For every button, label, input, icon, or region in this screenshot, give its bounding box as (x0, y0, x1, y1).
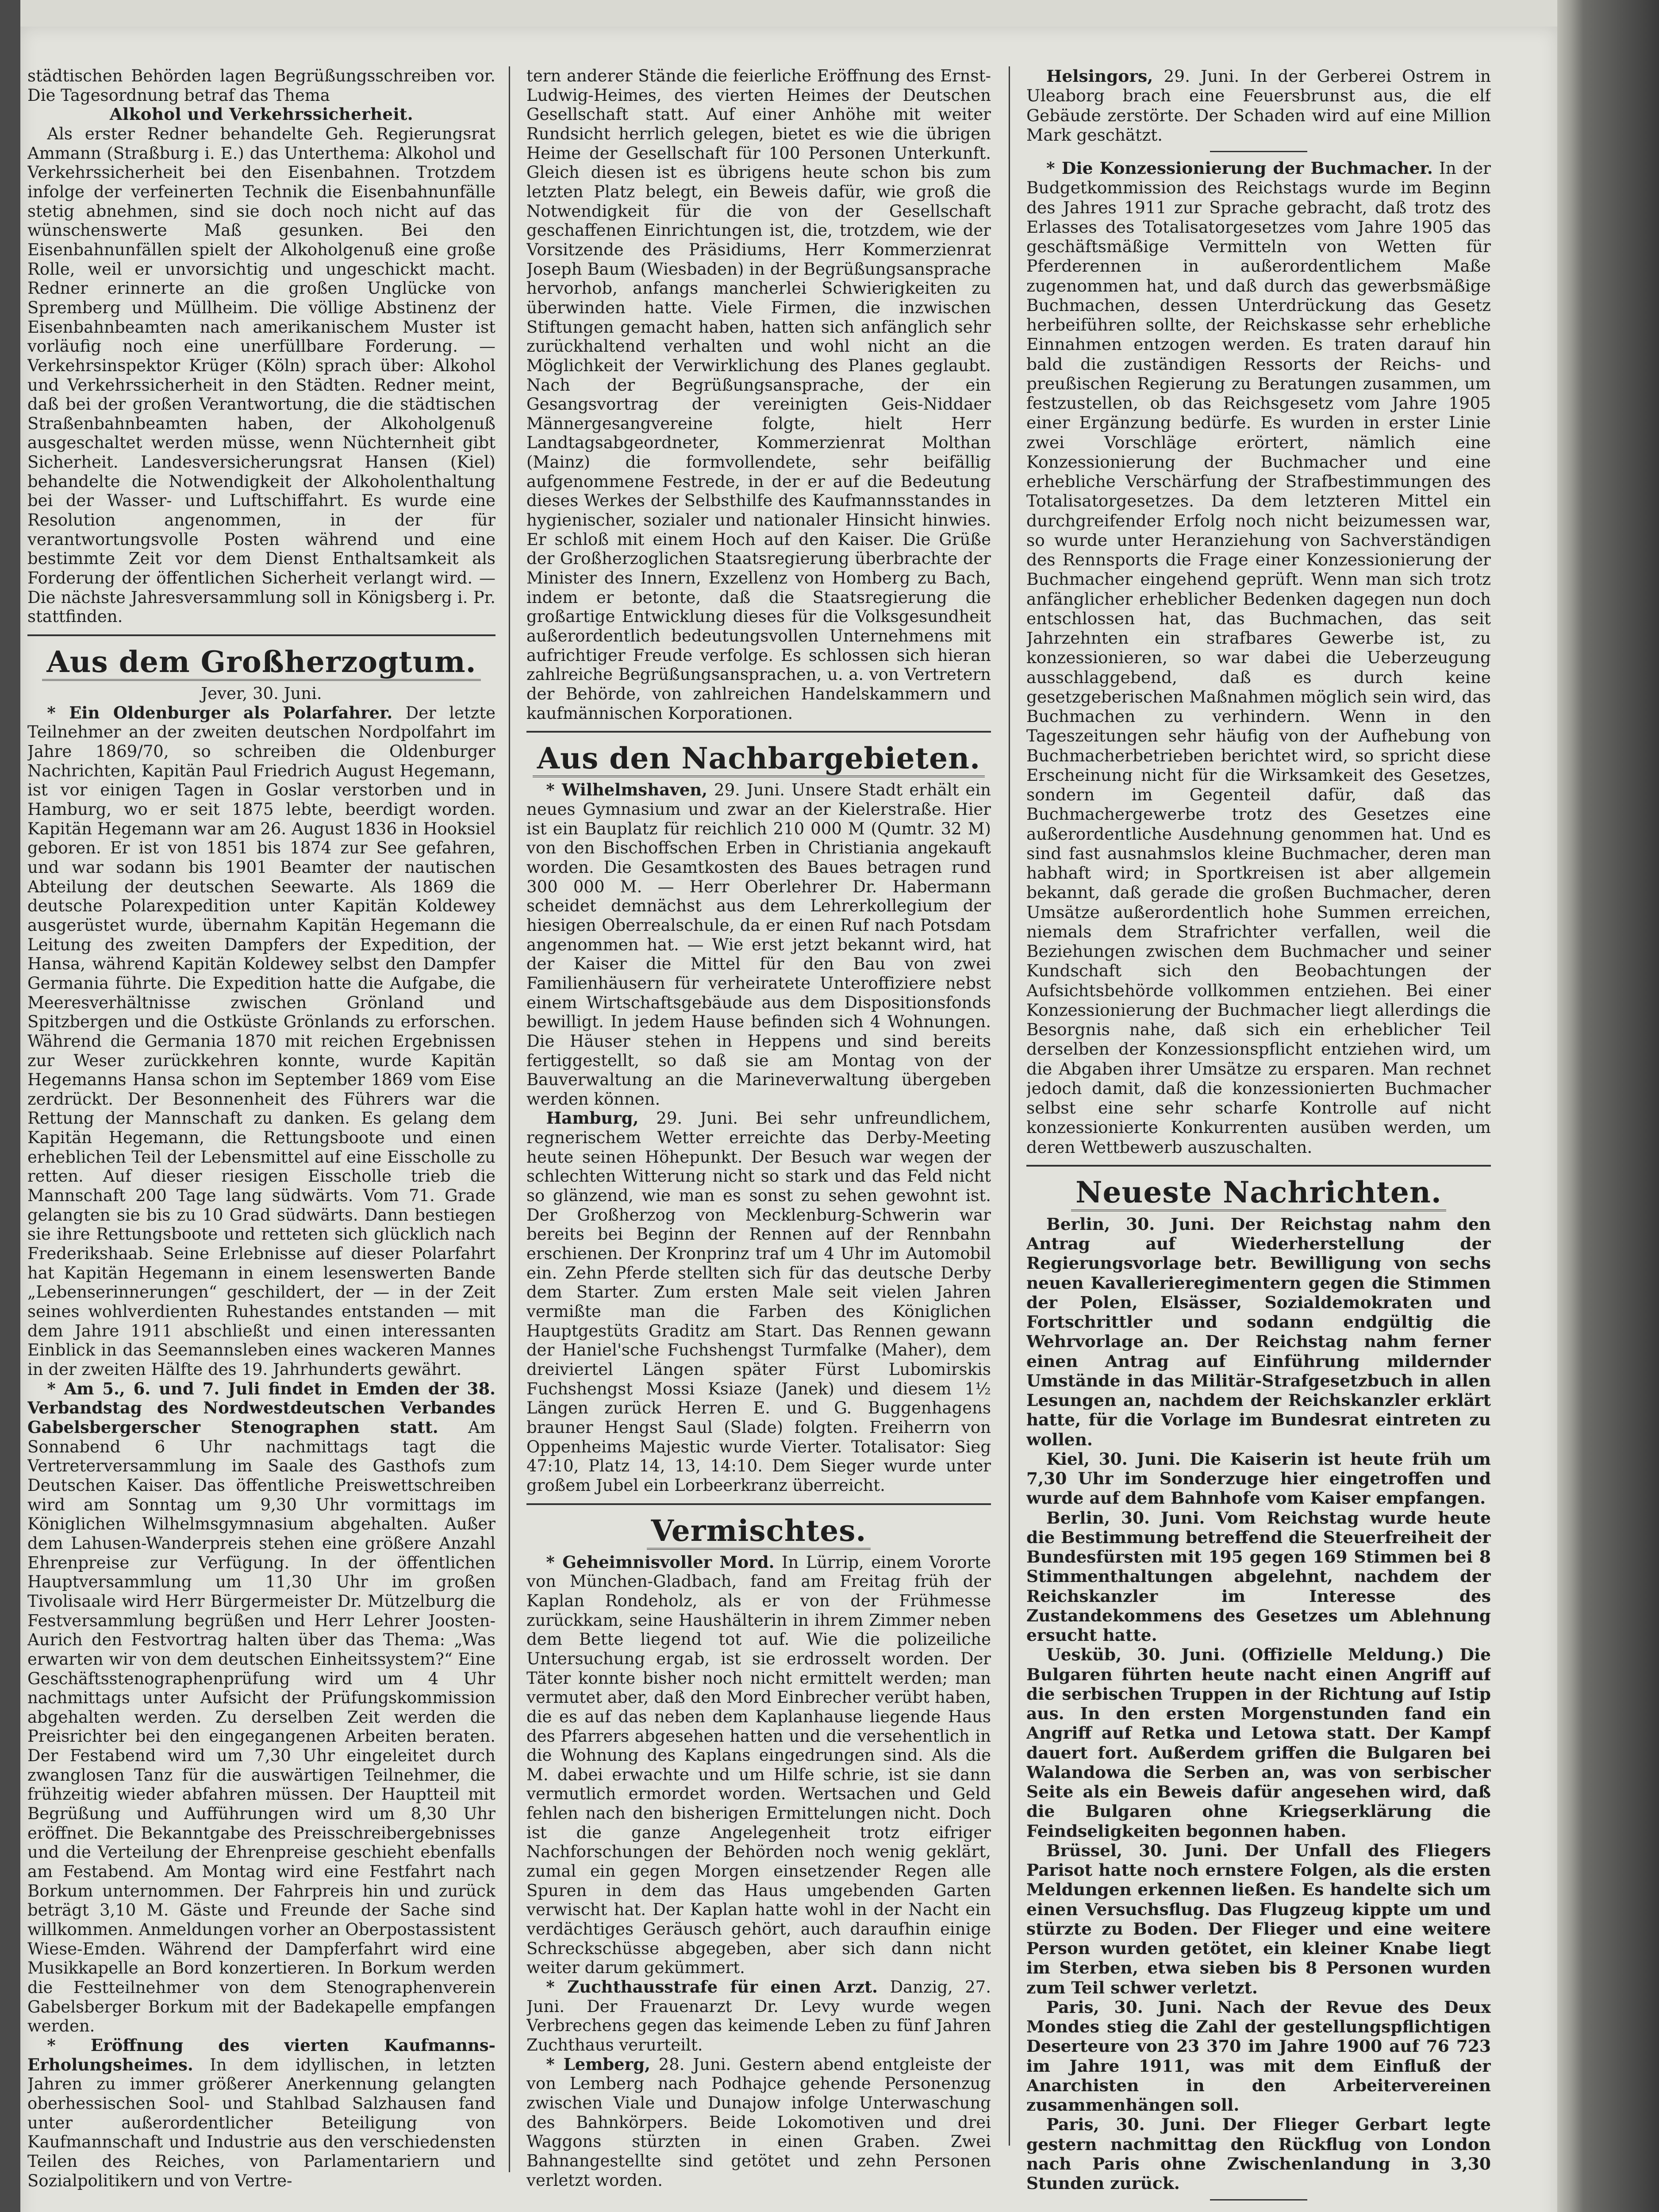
article-body: 29. Juni. Unsere Stadt erhält ein neues Gymnasium und zwar an der Kielerstraße. Hier ist ein Bauplatz für reichlich 210 000 M (Qumtr. 32 M) von den Bischoffschen Erben in Christiania angekauft worden. Die Gesamtkosten des Baues betragen rund 300 000 M. — Herr Oberlehrer Dr. Habermann scheidet demnächst aus dem Lehrerkollegium der hiesigen Oberrealschule, da er einen Ruf nach Potsdam angenommen hat. — Wie erst jetzt bekannt wird, hat der Kaiser die Mittel für den Bau von zwei Familienhäusern für verheiratete Unteroffiziere nebst einem Wirtschaftsgebäude aus dem Dispositionsfonds bewilligt. In jedem Hause befinden sich 4 Wohnungen. Die Häuser stehen in Heppens und sind bereits fertiggestellt, so daß sie am Montag von der Bauverwaltung an die Marineverwaltung übergeben werden können. (526, 780, 991, 1109)
article-lead: Kiel, 30. Juni. (1046, 1449, 1181, 1469)
section-heading (1026, 1175, 1491, 1210)
article-paragraph (526, 66, 991, 723)
article-lead: Hamburg, (546, 1108, 639, 1128)
right-page-edge (1557, 0, 1659, 2212)
article-body: Als erster Redner behandelte Geh. Regierungsrat Ammann (Straßburg i. E.) das Unterthema: Alkohol und Verkehrssicherheit bei den Eisenbahnen. Trotzdem infolge der verfeinerten Technik die Eisenbahnunfälle stetig abnehmen, sind sie doch noch nicht auf das wünschenswerte Maß gesunken. Bei den Eisenbahnunfällen spielt der Alkoholgenuß eine große Rolle, weil er unvorsichtig und ungeschickt macht. Redner erinnerte an die großen Unglücke von Spremberg und Müllheim. Die völlige Abstinenz der Eisenbahnbeamten nach amerikanischem Muster ist vorläufig noch eine unerfüllbare Forderung. — Verkehrsinspektor Krüger (Köln) sprach über: Alkohol und Verkehrssicherheit in den Städten. Redner meint, daß bei der großen Verantwortung, die die städtischen Straßenbahnbeamten haben, der Alkoholgenuß ausgeschaltet werden müsse, wenn Nüchternheit gibt Sicherheit. Landesversicherungsrat Hansen (Kiel) behandelte die Notwendigkeit der Alkoholenthaltung bei der Wasser- und Luftschiffahrt. Es wurde eine Resolution angenommen, in der für verantwortungsvolle Posten während und eine bestimmte Zeit vor dem Dienst Enthaltsamkeit als Forderung der öffentlichen Sicherheit verlangt wird. — Die nächste Jahresversammlung soll in Königsberg i. Pr. stattfinden. (27, 124, 495, 626)
article-lead: * Am 5., 6. und 7. Juli findet in Emden der 38. Verbandstag des Nordwestdeutschen Verbandes Gabelsbergerscher Stenographen statt. (27, 1379, 495, 1437)
article-paragraph (526, 1109, 991, 1495)
news-item (1026, 1997, 1491, 2115)
column-divider (509, 66, 510, 2172)
article-body: 29. Juni. Bei sehr unfreundlichem, regnerischem Wetter erreichte das Derby-Meeting heute seinen Höhepunkt. Der Besuch war wegen der schlechten Witterung nicht so stark und das Feld nicht so glänzend, wie man es sonst zu sehen gewohnt ist. Der Großherzog von Mecklenburg-Schwerin war bereits bei Beginn der Rennen auf der Rennbahn erschienen. Der Kronprinz traf um 4 Uhr im Automobil ein. Zehn Pferde stellten sich für das deutsche Derby dem Starter. Zum ersten Male seit vielen Jahren vermißte man die Farben des Königlichen Hauptgestüts Graditz am Start. Das Rennen gewann der Haniel'sche Fuchshengst Turmfalke (Maher), dem dreiviertel Längen später Fürst Lubomirskis Fuchshengst Mossi Ksiaze (Janek) und diesem 1½ Längen zurück Herren E. und G. Buggenhagens brauner Hengst Saul (Slade) folgten. Freiherrn von Oppenheims Majestic wurde Vierter. Totalisator: Sieg 47:10, Platz 14, 13, 14:10. Dem Sieger wurde unter großem Jubel ein Lorbeerkranz überreicht. (526, 1109, 991, 1495)
article-paragraph (1026, 158, 1491, 1157)
article-paragraph (27, 703, 495, 1379)
article-lead: * Wilhelmshaven, (546, 780, 708, 800)
news-item (1026, 1645, 1491, 1841)
news-item (1026, 2115, 1491, 2193)
subheading: Alkohol und Verkehrssicherheit. (109, 104, 414, 124)
article-body: Am Sonnabend 6 Uhr nachmittags tagt die Vertreterversammlung im Saale des Gasthofs zum Deutschen Kaiser. Das öffentliche Preiswettschreiben wird am Sonntag um 9,30 Uhr vormittags im Königlichen Wilhelmsgymnasium abgehalten. Außer dem Lahusen-Wanderpreis stehen eine größere Anzahl Ehrenpreise zur Verfügung. In der öffentlichen Hauptversammlung um 11,30 Uhr im großen Tivolisaale wird Herr Bürgermeister Dr. Mützelburg die Festversammlung begrüßen und Herr Lehrer Joosten-Aurich den Festvortrag halten über das Thema: „Was erwarten wir von dem deutschen Einheitssystem?“ Eine Geschäftsstenographenprüfung wird um 4 Uhr nachmittags unter Aufsicht der Prüfungskommission abgehalten werden. Zu derselben Zeit werden die Preisrichter bei den eingegangenen Arbeiten beraten. Der Festabend wird um 7,30 Uhr eingeleitet durch zwanglosen Tanz für die auswärtigen Teilnehmer, die frühzeitig wieder abfahren müssen. Der Hauptteil mit Begrüßung und Aufführungen wird um 8,30 Uhr eröffnet. Die Bekanntgabe des Preisschreibergebnisses und die Verteilung der Ehrenpreise geschieht ebenfalls am Festabend. Am Montag wird eine Festfahrt nach Borkum unternommen. Der Fahrpreis hin und zurück beträgt 3,10 M. Gäste und Freunde der Sache sind willkommen. Anmeldungen vorher an Oberpostassistent Wiese-Emden. Während der Dampferfahrt wird eine Musikkapelle an Bord konzertieren. In Borkum werden die Festteilnehmer von dem Stenographenverein Gabelsberger Borkum mit der Badekapelle empfangen werden. (27, 1417, 495, 2036)
article-lead: Helsingors, (1046, 66, 1153, 86)
article-body: In der Budgetkommission des Reichstags wurde im Beginn des Jahres 1911 zur Sprache gebracht, daß trotz des Erlasses des Totalisatorgesetzes vom Jahre 1905 das geschäftsmäßige Vermitteln von Wetten für Pferderennen in außerordentlichem Maße zugenommen hat, und daß durch das gewerbsmäßige Buchmachen, dessen Unterdrückung das Gesetz herbeiführen sollte, der Reichskasse sehr erhebliche Einnahmen entzogen werden. Es traten darauf hin bald die zuständigen Ressorts der Reichs- und preußischen Regierung zu Beratungen zusammen, um festzustellen, ob das Reichsgesetz vom Jahre 1905 einer Ergänzung bedürfe. Es wurden in erster Linie zwei Vorschläge erörtert, nämlich eine Konzessionierung der Buchmacher und eine erhebliche Verschärfung der Strafbestimmungen des Totalisatorgesetzes. Da dem letzteren Mittel ein durchgreifender Erfolg noch nicht beizumessen war, so wurde unter Heranziehung von Sachverständigen des Rennsports die Frage einer Konzessionierung der Buchmacher eingehend geprüft. Wenn man sich trotz anfänglicher erheblicher Bedenken dagegen nun doch entschlossen hat, das Buchmachen, das seit Jahrzehnten ein strafbares Gewerbe ist, zu konzessionieren, so war dabei die Ueberzeugung ausschlaggebend, daß es durch keine gesetzgeberischen Maßnahmen möglich sein wird, das Buchmachen zu verhindern. Wenn in den Tageszeitungen sehr häufig von der Aufhebung von Buchmacherbetrieben berichtet wird, so spricht diese Erscheinung nicht für die Wirksamkeit des Gesetzes, sondern im Gegenteil dafür, daß das Buchmachergewerbe trotz des Gesetzes eine außerordentliche Ausdehnung genommen hat. Und es sind fast ausnahmslos kleine Buchmacher, deren man habhaft wird; in Sportkreisen ist aber allgemein bekannt, daß gerade die großen Buchmacher, deren Umsätze außerordentlich hohe Summen erreichen, niemals dem Strafrichter verfallen, weil die Beziehungen zwischen dem Buchmacher und seiner Kundschaft sich den Beobachtungen der Aufsichtsbehörde vollkommen entziehen. Bei einer Konzessionierung der Buchmacher liegt allerdings die Besorgnis nahe, daß sich ein erheblicher Teil derselben der Konzessionspflicht entziehen wird, um die Abgaben ihrer Umsätze zu ersparen. Man rechnet jedoch damit, daß die konzessionierten Buchmacher selbst eine sehr scharfe Kontrolle auf nicht konzessionierte Konkurrenten ausüben werden, um deren Wettbewerb auszuschalten. (1026, 158, 1491, 1157)
article-paragraph (1026, 66, 1491, 145)
article-body: städtischen Behörden lagen Begrüßungsschreiben vor. Die Tagesordnung betraf das Thema (27, 66, 495, 105)
article-paragraph (27, 1379, 495, 2036)
article-lead: Paris, 30. Juni. (1046, 1997, 1202, 2017)
news-item (1026, 1508, 1491, 1645)
article-body: Der Flieger Gerbart legte gestern nachmittag den Rückflug von London nach Paris ohne Zwischenlandung in 3,30 Stunden zurück. (1026, 2115, 1491, 2193)
section-heading-text: Aus den Nachbargebieten. (533, 741, 985, 777)
column-3 (1026, 66, 1491, 2212)
short-rule (1210, 2199, 1307, 2200)
article-paragraph (27, 2036, 495, 2190)
left-page-edge (0, 0, 20, 2212)
article-lead: * Geheimnisvoller Mord. (546, 1552, 775, 1572)
section-rule (1026, 1165, 1491, 1167)
article-paragraph (526, 1553, 991, 1978)
section-heading-text: Vermischtes. (647, 1513, 871, 1550)
article-paragraph (27, 66, 495, 105)
article-body: 29. Juni. In der Gerberei Ostrem in Uleaborg brach eine Feuersbrunst aus, die elf Gebäude zerstörte. Der Schaden wird auf eine Million Mark geschätzt. (1026, 66, 1491, 145)
article-body: (Offizielle Meldung.) Die Bulgaren führten heute nacht einen Angriff auf die serbischen Truppen in der Richtung auf Istip aus. In den ersten Morgenstunden fand ein Angriff auf Retka und Letowa statt. Der Kampf dauert fort. Außerdem griffen die Bulgaren bei Walandowa die Serben an, was von serbischer Seite als ein Beweis dafür angesehen wird, daß die Bulgaren ohne Kriegserklärung die Feindseligkeiten begonnen haben. (1026, 1645, 1491, 1841)
article-lead: * Zuchthausstrafe für einen Arzt. (546, 1977, 878, 1997)
article-lead: Paris, 30. Juni. (1046, 2115, 1206, 2135)
article-paragraph (526, 1978, 991, 2055)
section-heading (526, 1513, 991, 1548)
column-divider (1009, 66, 1010, 2146)
dateline: Jever, 30. Juni. (201, 684, 322, 703)
news-item (1026, 1449, 1491, 1508)
article-body: Nach der Revue des Deux Mondes stieg die Zahl der gestellungspflichtigen Deserteure von 23 370 im Jahre 1900 auf 76 723 im Jahre 1911, was mit dem Einfluß der Anarchisten in den Arbeitervereinen zusammenhängen soll. (1026, 1997, 1491, 2115)
section-heading (526, 741, 991, 776)
article-lead: Brüssel, 30. Juni. (1046, 1840, 1228, 1860)
section-heading-text: Neueste Nachrichten. (1071, 1175, 1446, 1211)
article-lead: Uesküb, 30. Juni. (1046, 1645, 1225, 1665)
article-body: Der Unfall des Fliegers Parisot hatte noch ernstere Folgen, als die ersten Meldungen erkennen ließen. Es handelte sich um einen Versuchsflug. Das Flugzeug kippte um und stürzte zu Boden. Der Flieger und eine weitere Person wurden getötet, ein kleiner Knabe liegt im Sterben, etwa sieben bis 8 Personen wurden zum Teil schwer verletzt. (1026, 1840, 1491, 1997)
section-rule (526, 731, 991, 733)
article-lead: * Die Konzessionierung der Buchmacher. (1046, 158, 1433, 178)
article-body: In Lürrip, einem Vororte von München-Gladbach, fand am Freitag früh der Kaplan Rondeholz, als er von der Frühmesse zurückkam, seine Haushälterin in ihrem Zimmer neben dem Bette liegend tot auf. Wie die polizeiliche Untersuchung ergab, ist sie erdrosselt worden. Der Täter konnte bisher noch nicht ermittelt werden; man vermutet aber, daß den Mord Einbrecher verübt haben, die es auf das neben dem Kaplanhause liegende Haus des Pfarrers abgesehen hatten und die versehentlich in die Wohnung des Kaplans eingedrungen sind. Als die M. dabei erwachte und um Hilfe schrie, ist sie dann vermutlich ermordet worden. Wertsachen und Geld fehlen nach den bisherigen Ermittelungen nicht. Doch ist die ganze Angelegenheit trotz eifriger Nachforschungen der Behörden noch wenig geklärt, zumal ein gegen Morgen einsetzender Regen alle Spuren in dem das Haus umgebenden Garten verwischt hat. Der Kaplan hatte wohl in der Nacht ein verdächtiges Geräusch gehört, auch daraufhin einige Schreckschüsse abgegeben, aber sich dann nicht weiter darum gekümmert. (526, 1552, 991, 1978)
article-body: Der Reichstag nahm den Antrag auf Wiederherstellung der Regierungsvorlage betr. Bewilligung von sechs neuen Kavallerieregimentern gegen die Stimmen der Polen, Elsässer, Sozialdemokraten und Fortschrittler und sodann endgültig die Wehrvorlage an. Der Reichstag nahm ferner einen Antrag auf Einführung mildernder Umstände in das Militär-Strafgesetzbuch in allen Lesungen an, nachdem der Reichskanzler erklärt hatte, für die Vorlage im Bundesrat eintreten zu wollen. (1026, 1214, 1491, 1449)
article-paragraph (27, 124, 495, 626)
article-lead: * Ein Oldenburger als Polarfahrer. (47, 703, 393, 722)
section-heading-text: Aus dem Großherzogtum. (42, 645, 480, 681)
article-lead: Berlin, 30. Juni. (1046, 1214, 1215, 1234)
column-1 (27, 66, 495, 2212)
article-paragraph (526, 2055, 991, 2190)
article-body: Die Kaiserin ist heute früh um 7,30 Uhr im Sonderzuge hier eingetroffen und wurde auf dem Bahnhofe vom Kaiser empfangen. (1026, 1449, 1491, 1508)
news-item (1026, 1841, 1491, 1997)
short-rule (1210, 151, 1307, 152)
section-rule (526, 1503, 991, 1505)
news-item (1026, 1214, 1491, 1449)
article-body: In dem idyllischen, in letzten Jahren zu immer größerer Anerkennung gelangten oberhessischen Sool- und Stahlbad Salzhausen fand unter außerordentlicher Beteiligung von Kaufmannschaft und Industrie aus den verschiedensten Teilen des Reiches, von Parlamentariern und Sozialpolitikern und von Vertre- (27, 2055, 495, 2190)
article-lead: * Lemberg, (546, 2054, 650, 2074)
article-body: tern anderer Stände die feierliche Eröffnung des Ernst-Ludwig-Heimes, des vierten Heimes der Deutschen Gesellschaft statt. Auf einer Anhöhe mit weiter Rundsicht herrlich gelegen, bietet es wie die übrigen Heime der Gesellschaft für 100 Personen Unterkunft. Gleich diesen ist es übrigens heute schon bis zum letzten Platz belegt, ein Beweis dafür, wie groß die Notwendigkeit für die von der Gesellschaft geschaffenen Einrichtungen ist, die, trotzdem, wie der Vorsitzende des Präsidiums, Herr Kommerzienrat Joseph Baum (Wiesbaden) in der Begrüßungsansprache hervorhob, anfangs mancherlei Schwierigkeiten zu überwinden hatte. Viele Firmen, die inzwischen Stiftungen gemacht haben, hatten sich anfänglich sehr zurückhaltend verhalten und wohl nicht an die Möglichkeit der Verwirklichung des Planes geglaubt. Nach der Begrüßungsansprache, der ein Gesangsvortrag der vereinigten Geis-Niddaer Männergesangvereine folgte, hielt Herr Landtagsabgeordneter, Kommerzienrat Molthan (Mainz) die formvollendete, sehr beifällig aufgenommene Festrede, in der er auf die Bedeutung dieses Werkes der Selbsthilfe des Kaufmannsstandes in hygienischer, sozialer und nationaler Hinsicht hinwies. Er schloß mit einem Hoch auf den Kaiser. Die Grüße der Großherzoglichen Staatsregierung überbrachte der Minister des Innern, Exzellenz von Homberg zu Bach, indem er betonte, daß die Staatsregierung die großartige Entwicklung dieses für die Volksgesundheit außerordentlich bedeutungsvollen Unternehmens mit aufrichtiger Freude verfolge. Es schlossen sich hieran zahlreiche Begrüßungsansprachen, u. a. von Vertretern der Behörde, von zahlreichen Handelskammern und kaufmännischen Korporationen. (526, 66, 991, 723)
article-body: Der letzte Teilnehmer an der zweiten deutschen Nordpolfahrt im Jahre 1869/70, so schreiben die Oldenburger Nachrichten, Kapitän Paul Friedrich August Hegemann, ist vor einigen Tagen in Goslar verstorben und in Hamburg, wo er seit 1875 lebte, beerdigt worden. Kapitän Hegemann war am 26. August 1836 in Hooksiel geboren. Er ist von 1851 bis 1874 zur See gefahren, und war sodann bis 1901 Beamter der nautischen Abteilung der deutschen Seewarte. Als 1869 die deutsche Polarexpedition unter Kapitän Koldewey ausgerüstet wurde, übernahm Kapitän Hegemann die Leitung des zweiten Dampfers der Expedition, der Hansa, während Kapitän Koldewey selbst den Dampfer Germania führte. Die Expedition hatte die Aufgabe, die Meeresverhältnisse zwischen Grönland und Spitzbergen und die Ostküste Grönlands zu erforschen. Während die Germania 1870 mit reichen Ergebnissen zur Weser zurückkehren konnte, wurde Kapitän Hegemanns Hansa schon im September 1869 vom Eise zerdrückt. Der Besonnenheit des Führers war die Rettung der Mannschaft zu danken. Es gelang dem Kapitän Hegemann, die Rettungsboote und einen erheblichen Teil der Lebensmittel auf eine Eisscholle zu retten. Auf dieser riesigen Eisscholle trieb die Mannschaft 200 Tage lang südwärts. Vom 71. Grade gelangten sie bis zu 10 Grad südwärts. Dann bestiegen sie ihre Rettungsboote und retteten sich glücklich nach Frederikshaab. Seine Erlebnisse auf dieser Polarfahrt hat Kapitän Hegemann in einem lesenswerten Bande „Lebenserinnerungen“ geschildert, der — in der Zeit seines wohlverdienten Ruhestandes entstanden — mit dem Jahre 1911 abschließt und einen interessanten Einblick in das Seemannsleben eines wackeren Mannes in der zweiten Hälfte des 19. Jahrhunderts gewährt. (27, 703, 495, 1379)
article-body: Vom Reichstag wurde heute die Bestimmung betreffend die Steuerfreiheit der Bundesfürsten mit 195 gegen 169 Stimmen bei 8 Stimmenthaltungen abgelehnt, nachdem der Reichskanzler im Interesse des Zustandekommens des Gesetzes um Ablehnung ersucht hatte. (1026, 1508, 1491, 1645)
article-paragraph (526, 780, 991, 1109)
section-rule (27, 634, 495, 636)
article-body: Danzig, 27. Juni. Der Frauenarzt Dr. Levy wurde wegen Verbrechens gegen das keimende Leben zu fünf Jahren Zuchthaus verurteilt. (526, 1978, 991, 2055)
article-lead: Berlin, 30. Juni. (1046, 1508, 1205, 1528)
article-body: 28. Juni. Gestern abend entgleiste der von Lemberg nach Podhajce gehende Personenzug zwischen Viale und Dunajow infolge Unterwaschung des Bahnkörpers. Beide Lokomotiven und drei Waggons stürzten in einen Graben. Zwei Bahnangestellte sind getötet und zehn Personen verletzt worden. (526, 2055, 991, 2190)
column-2 (526, 66, 991, 2212)
article-lead: * Eröffnung des vierten Kaufmanns-Erholungsheimes. (27, 2035, 495, 2074)
section-heading (27, 644, 495, 680)
